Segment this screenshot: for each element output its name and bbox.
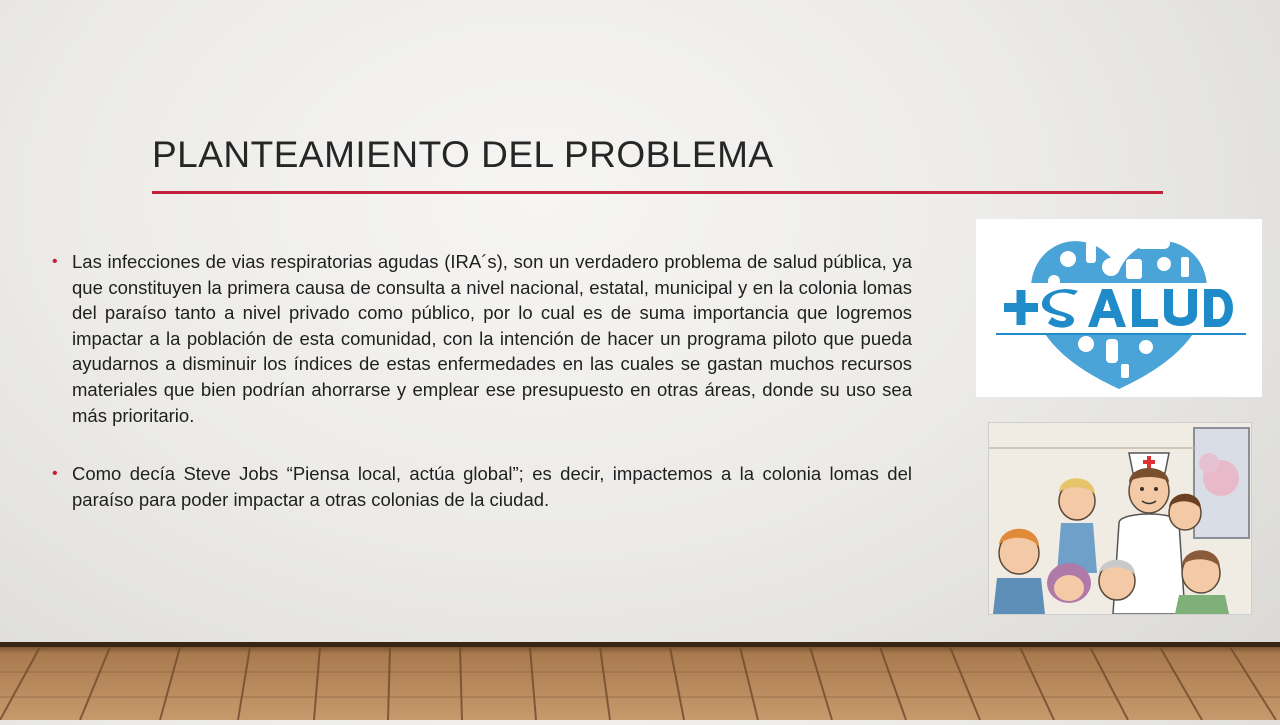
bullet-text: Como decía Steve Jobs “Piensa local, actúa global”; es decir, impactemos a la colonia lomas del paraíso para poder impactar a otras colonias de la ciudad.	[72, 463, 912, 510]
salud-logo-graphic	[976, 219, 1262, 397]
bullet-text: Las infecciones de vias respiratorias agudas (IRA´s), son un verdadero problema de salud pública, ya que constituyen la primera causa de consulta a nivel nacional, estatal, municipal y en la colonia lomas del paraíso tanto a nivel privado como público, por lo cual es de suma importancia que logremos impactar a la población de esta comunidad, con la intención de hacer un programa piloto que pueda ayudarnos a disminuir los índices de estas enfermedades en las cuales se gastan muchos recursos materiales que bien podrían ahorrarse y emplear ese presupuesto en otras áreas, donde su uso sea más prioritario.	[72, 251, 912, 426]
bullet-item	[52, 249, 912, 428]
bullet-item	[52, 461, 912, 512]
nurse-children-graphic	[989, 423, 1251, 614]
nurse-children-illustration	[988, 422, 1252, 615]
salud-logo-image	[976, 219, 1262, 397]
bullet-dot-icon: •	[52, 465, 58, 483]
wood-floor-image	[0, 642, 1280, 720]
bullet-dot-icon: •	[52, 253, 58, 270]
title-underline	[152, 191, 1163, 194]
slide-title: PLANTEAMIENTO DEL PROBLEMA	[152, 134, 774, 175]
wood-floor-graphic	[0, 642, 1280, 720]
bullet-list	[52, 249, 912, 512]
